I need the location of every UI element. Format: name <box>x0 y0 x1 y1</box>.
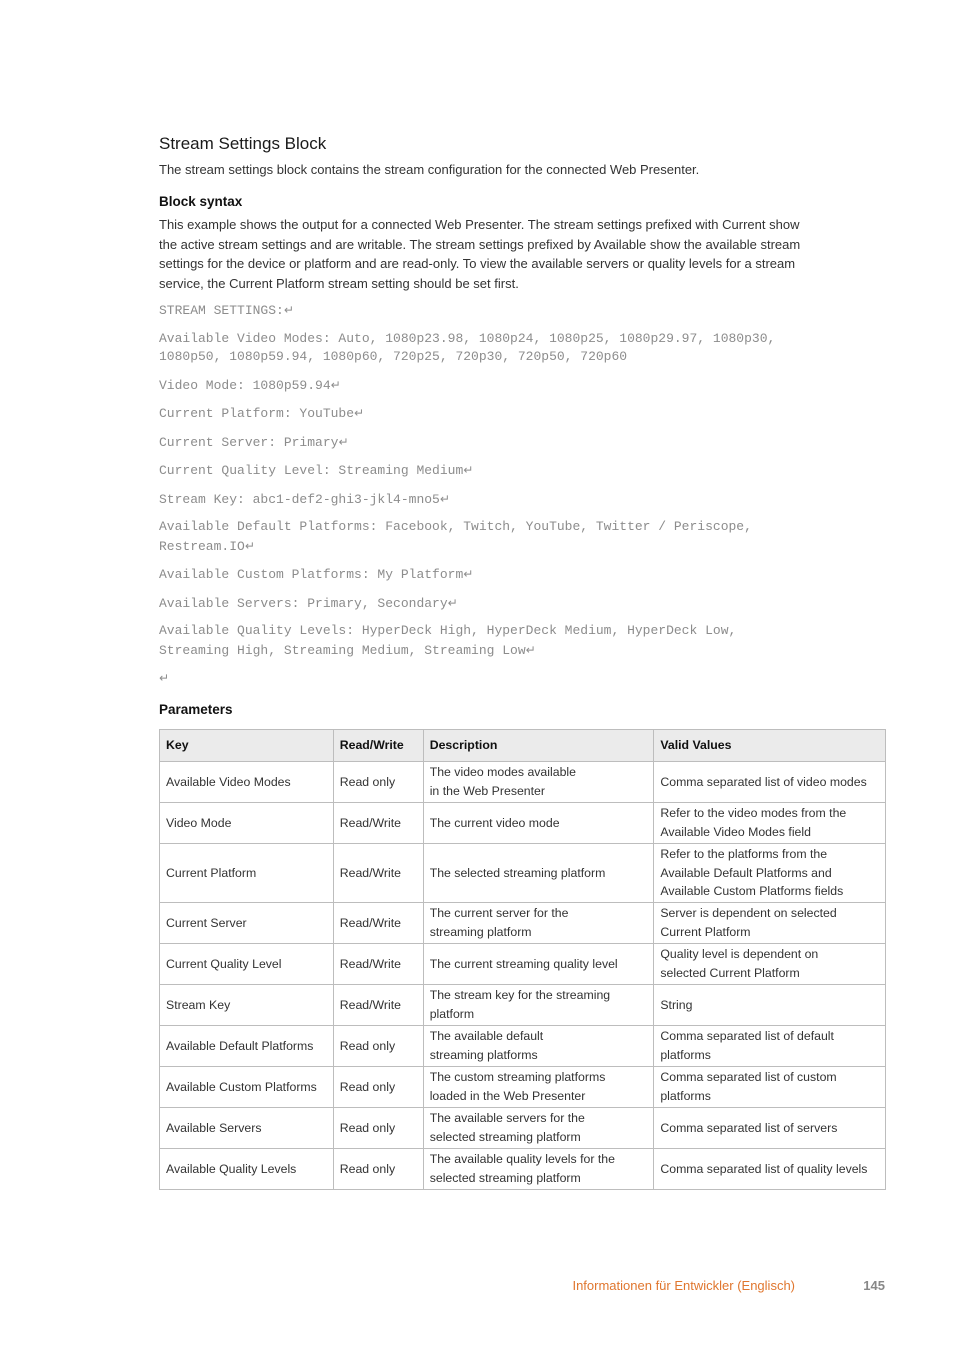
code-line <box>159 433 799 453</box>
code-line-text: Current Platform: YouTube <box>159 406 355 422</box>
table-row <box>160 761 886 802</box>
code-line-text: STREAM SETTINGS: <box>159 303 284 319</box>
cell-valid-values: Refer to the platforms from the Available Default Platforms and Available Custom Platforms fields <box>654 843 886 902</box>
code-line-text: Available Video Modes: Auto, 1080p23.98, 1080p24, 1080p25, 1080p29.97, 1080p30, 1080p50, 1080p59.94, 1080p60, 720p25, 720p30, 720p50, 720p60 <box>159 330 784 365</box>
cell-key: Available Quality Levels <box>160 1148 334 1189</box>
table-row <box>160 984 886 1025</box>
code-line <box>159 461 799 481</box>
code-line <box>159 594 799 614</box>
block-syntax-heading: Block syntax <box>159 194 243 209</box>
parameters-heading: Parameters <box>159 701 233 717</box>
cell-description: The current server for the streaming platform <box>423 902 654 943</box>
header-description: Description <box>423 729 654 761</box>
cell-valid-values: Comma separated list of quality levels <box>654 1148 886 1189</box>
return-icon: ↵ <box>354 406 365 421</box>
cell-read-write: Read/Write <box>333 984 423 1025</box>
return-icon: ↵ <box>330 377 341 392</box>
header-key: Key <box>160 729 334 761</box>
return-icon: ↵ <box>159 671 170 686</box>
code-line <box>159 490 799 510</box>
cell-valid-values: Comma separated list of video modes <box>654 761 886 802</box>
table-row <box>160 902 886 943</box>
code-line-text: Stream Key: abc1-def2-ghi3-jkl4-mno5 <box>159 491 440 507</box>
code-line <box>159 404 799 424</box>
table-row <box>160 802 886 843</box>
cell-key: Available Video Modes <box>160 761 334 802</box>
return-icon: ↵ <box>463 567 474 582</box>
cell-description: The available servers for the selected streaming platform <box>423 1107 654 1148</box>
cell-description: The custom streaming platforms loaded in the Web Presenter <box>423 1066 654 1107</box>
table-row <box>160 1148 886 1189</box>
document-content <box>159 130 886 1190</box>
table-row <box>160 943 886 984</box>
code-line-text: Available Custom Platforms: My Platform <box>159 567 464 583</box>
return-icon: ↵ <box>283 303 294 318</box>
table-header-row <box>160 729 886 761</box>
cell-read-write: Read/Write <box>333 802 423 843</box>
code-line <box>159 622 799 660</box>
code-line <box>159 301 799 321</box>
cell-description: The selected streaming platform <box>423 843 654 902</box>
cell-valid-values: Quality level is dependent on selected Current Platform <box>654 943 886 984</box>
code-line-text: Available Default Platforms: Facebook, Twitch, YouTube, Twitter / Periscope, Restream.IO <box>159 519 760 554</box>
code-line-text: Available Quality Levels: HyperDeck High, HyperDeck Medium, HyperDeck Low, Streaming High, Streaming Medium, Streaming Low <box>159 623 745 658</box>
code-line-text: Available Servers: Primary, Secondary <box>159 595 448 611</box>
intro-paragraph: The stream settings block contains the stream configuration for the connected Web Presenter. <box>159 162 700 177</box>
code-line <box>159 565 799 585</box>
return-icon: ↵ <box>439 491 450 506</box>
section-heading: Stream Settings Block <box>159 134 327 153</box>
return-icon: ↵ <box>525 642 536 657</box>
table-row <box>160 1066 886 1107</box>
cell-description: The available quality levels for the selected streaming platform <box>423 1148 654 1189</box>
cell-read-write: Read/Write <box>333 902 423 943</box>
return-icon: ↵ <box>447 595 458 610</box>
cell-valid-values: Comma separated list of custom platforms <box>654 1066 886 1107</box>
page-number: 145 <box>863 1278 885 1293</box>
cell-read-write: Read/Write <box>333 943 423 984</box>
code-line-text: Current Server: Primary <box>159 434 339 450</box>
cell-key: Current Quality Level <box>160 943 334 984</box>
code-line <box>159 669 799 689</box>
cell-read-write: Read only <box>333 1107 423 1148</box>
cell-key: Current Platform <box>160 843 334 902</box>
cell-valid-values: String <box>654 984 886 1025</box>
code-line-text: Current Quality Level: Streaming Medium <box>159 463 464 479</box>
cell-key: Video Mode <box>160 802 334 843</box>
cell-read-write: Read/Write <box>333 843 423 902</box>
parameters-table <box>159 729 886 1190</box>
cell-key: Current Server <box>160 902 334 943</box>
footer-section-title: Informationen für Entwickler (Englisch) <box>572 1278 795 1293</box>
header-read-write: Read/Write <box>333 729 423 761</box>
cell-read-write: Read only <box>333 1148 423 1189</box>
code-example <box>159 301 886 689</box>
cell-valid-values: Refer to the video modes from the Available Video Modes field <box>654 802 886 843</box>
cell-key: Available Servers <box>160 1107 334 1148</box>
cell-description: The video modes available in the Web Presenter <box>423 761 654 802</box>
return-icon: ↵ <box>338 434 349 449</box>
cell-key: Stream Key <box>160 984 334 1025</box>
cell-valid-values: Server is dependent on selected Current Platform <box>654 902 886 943</box>
code-line-text: Video Mode: 1080p59.94 <box>159 377 331 393</box>
code-line <box>159 330 799 367</box>
code-line <box>159 518 799 556</box>
cell-description: The available default streaming platforms <box>423 1025 654 1066</box>
cell-valid-values: Comma separated list of default platforms <box>654 1025 886 1066</box>
return-icon: ↵ <box>463 463 474 478</box>
cell-description: The current streaming quality level <box>423 943 654 984</box>
table-row <box>160 1107 886 1148</box>
table-row <box>160 843 886 902</box>
cell-key: Available Default Platforms <box>160 1025 334 1066</box>
header-valid-values: Valid Values <box>654 729 886 761</box>
cell-read-write: Read only <box>333 1025 423 1066</box>
code-line <box>159 376 799 396</box>
cell-description: The current video mode <box>423 802 654 843</box>
cell-key: Available Custom Platforms <box>160 1066 334 1107</box>
cell-description: The stream key for the streaming platform <box>423 984 654 1025</box>
block-syntax-paragraph: This example shows the output for a connected Web Presenter. The stream settings prefixed with Current show the active stream settings and are writable. The stream settings prefixed by Available show the available stream settings for the device or platform and are read-only. To view the available servers or quality levels for a stream service, the Current Platform stream setting should be set first. <box>159 217 801 291</box>
cell-valid-values: Comma separated list of servers <box>654 1107 886 1148</box>
cell-read-write: Read only <box>333 761 423 802</box>
table-row <box>160 1025 886 1066</box>
cell-read-write: Read only <box>333 1066 423 1107</box>
return-icon: ↵ <box>244 538 255 553</box>
